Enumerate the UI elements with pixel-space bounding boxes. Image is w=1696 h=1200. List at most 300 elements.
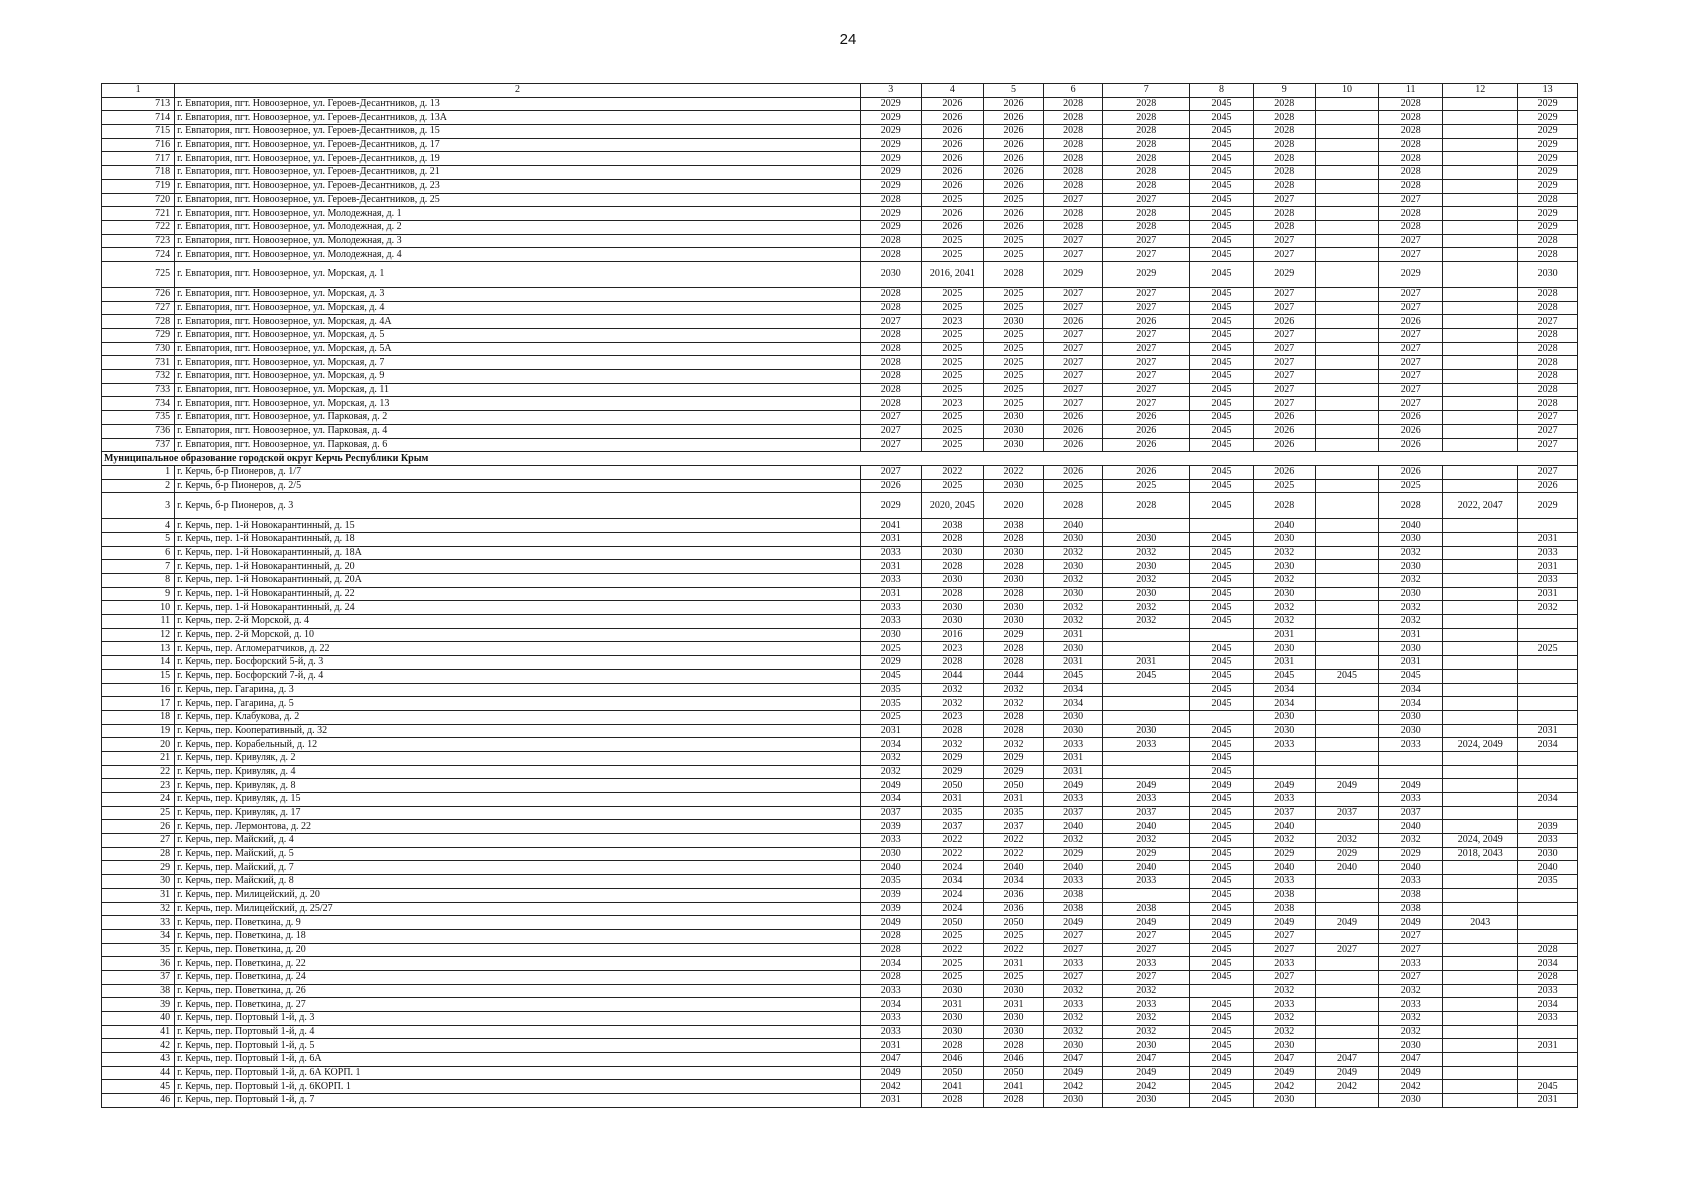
year-cell-col-8: 2049 (1190, 916, 1254, 930)
year-cell-col-12 (1443, 765, 1518, 779)
year-cell-col-4: 2030 (921, 615, 984, 629)
address-cell: г. Евпатория, пгт. Новоозерное, ул. Героев-Десантников, д. 21 (175, 166, 861, 180)
year-cell-col-10 (1315, 929, 1379, 943)
address-cell: г. Керчь, пер. Портовый 1-й, д. 6А КОРП. 1 (175, 1066, 861, 1080)
year-cell-col-13: 2031 (1518, 1094, 1578, 1108)
year-cell-col-13: 2040 (1518, 861, 1578, 875)
year-cell-col-9: 2030 (1253, 1094, 1315, 1108)
year-cell-col-10: 2040 (1315, 861, 1379, 875)
year-cell-col-13: 2034 (1518, 738, 1578, 752)
year-cell-col-4: 2037 (921, 820, 984, 834)
address-cell: г. Керчь, пер. Агломератчиков, д. 22 (175, 642, 861, 656)
row-number: 34 (102, 929, 175, 943)
row-number: 44 (102, 1066, 175, 1080)
year-cell-col-12: 2043 (1443, 916, 1518, 930)
address-cell: г. Керчь, пер. Босфорский 7-й, д. 4 (175, 669, 861, 683)
year-cell-col-10 (1315, 301, 1379, 315)
year-cell-col-4: 2023 (921, 397, 984, 411)
row-number: 45 (102, 1080, 175, 1094)
year-cell-col-7: 2032 (1103, 574, 1190, 588)
year-cell-col-4: 2044 (921, 669, 984, 683)
year-cell-col-8 (1190, 984, 1254, 998)
year-cell-col-11: 2028 (1379, 125, 1443, 139)
table-row (102, 751, 1578, 765)
year-cell-col-8: 2045 (1190, 1025, 1254, 1039)
year-cell-col-9: 2049 (1253, 779, 1315, 793)
year-cell-col-4: 2020, 2045 (921, 493, 984, 519)
address-cell: г. Керчь, пер. 1-й Новокарантинный, д. 15 (175, 519, 861, 533)
year-cell-col-9: 2027 (1253, 329, 1315, 343)
year-cell-col-4: 2046 (921, 1053, 984, 1067)
year-cell-col-9: 2027 (1253, 301, 1315, 315)
year-cell-col-6: 2049 (1043, 779, 1103, 793)
row-number: 719 (102, 179, 175, 193)
year-cell-col-7: 2027 (1103, 356, 1190, 370)
table-row (102, 397, 1578, 411)
year-cell-col-5: 2028 (984, 710, 1044, 724)
year-cell-col-12 (1443, 383, 1518, 397)
table-row (102, 710, 1578, 724)
year-cell-col-8: 2045 (1190, 669, 1254, 683)
year-cell-col-12 (1443, 356, 1518, 370)
year-cell-col-11: 2027 (1379, 301, 1443, 315)
year-cell-col-4: 2023 (921, 710, 984, 724)
year-cell-col-11: 2027 (1379, 929, 1443, 943)
year-cell-col-7: 2027 (1103, 943, 1190, 957)
year-cell-col-11: 2031 (1379, 656, 1443, 670)
address-cell: г. Керчь, пер. 1-й Новокарантинный, д. 18 (175, 532, 861, 546)
year-cell-col-8: 2045 (1190, 1039, 1254, 1053)
year-cell-col-10 (1315, 532, 1379, 546)
table-row (102, 97, 1578, 111)
year-cell-col-5: 2030 (984, 601, 1044, 615)
year-cell-col-9: 2028 (1253, 220, 1315, 234)
year-cell-col-6: 2032 (1043, 984, 1103, 998)
year-cell-col-12 (1443, 342, 1518, 356)
address-cell: г. Керчь, пер. Поветкина, д. 18 (175, 929, 861, 943)
year-cell-col-5: 2026 (984, 125, 1044, 139)
year-cell-col-7 (1103, 628, 1190, 642)
year-cell-col-13 (1518, 751, 1578, 765)
row-number: 21 (102, 751, 175, 765)
year-cell-col-9: 2034 (1253, 683, 1315, 697)
year-cell-col-12: 2024, 2049 (1443, 738, 1518, 752)
year-cell-col-6: 2030 (1043, 710, 1103, 724)
year-cell-col-11: 2027 (1379, 342, 1443, 356)
table-row (102, 493, 1578, 519)
year-cell-col-9: 2026 (1253, 438, 1315, 452)
row-number: 39 (102, 998, 175, 1012)
year-cell-col-3: 2031 (860, 1039, 921, 1053)
year-cell-col-9: 2027 (1253, 397, 1315, 411)
address-cell: г. Евпатория, пгт. Новоозерное, ул. Морская, д. 11 (175, 383, 861, 397)
year-cell-col-5: 2020 (984, 493, 1044, 519)
year-cell-col-5: 2028 (984, 532, 1044, 546)
year-cell-col-9: 2026 (1253, 411, 1315, 425)
year-cell-col-12 (1443, 287, 1518, 301)
year-cell-col-10: 2037 (1315, 806, 1379, 820)
address-cell: г. Евпатория, пгт. Новоозерное, ул. Молодежная, д. 2 (175, 220, 861, 234)
row-number: 7 (102, 560, 175, 574)
year-cell-col-4: 2022 (921, 465, 984, 479)
year-cell-col-3: 2028 (860, 370, 921, 384)
year-cell-col-6: 2027 (1043, 383, 1103, 397)
year-cell-col-12 (1443, 669, 1518, 683)
year-cell-col-4: 2041 (921, 1080, 984, 1094)
year-cell-col-3: 2029 (860, 493, 921, 519)
year-cell-col-11: 2038 (1379, 888, 1443, 902)
year-cell-col-5: 2028 (984, 1094, 1044, 1108)
column-header-10: 10 (1315, 84, 1379, 98)
year-cell-col-6: 2027 (1043, 929, 1103, 943)
year-cell-col-10 (1315, 683, 1379, 697)
year-cell-col-12 (1443, 479, 1518, 493)
year-cell-col-6: 2030 (1043, 1094, 1103, 1108)
year-cell-col-13: 2028 (1518, 193, 1578, 207)
table-row (102, 179, 1578, 193)
year-cell-col-8: 2045 (1190, 615, 1254, 629)
year-cell-col-6: 2026 (1043, 315, 1103, 329)
table-row (102, 957, 1578, 971)
year-cell-col-7: 2032 (1103, 1012, 1190, 1026)
year-cell-col-9: 2026 (1253, 424, 1315, 438)
year-cell-col-10 (1315, 329, 1379, 343)
page-number: 24 (839, 31, 857, 48)
year-cell-col-3: 2029 (860, 207, 921, 221)
year-cell-col-4: 2035 (921, 806, 984, 820)
year-cell-col-3: 2035 (860, 683, 921, 697)
row-number: 12 (102, 628, 175, 642)
address-cell: г. Керчь, пер. Кривуляк, д. 17 (175, 806, 861, 820)
year-cell-col-11: 2027 (1379, 356, 1443, 370)
address-cell: г. Евпатория, пгт. Новоозерное, ул. Морская, д. 7 (175, 356, 861, 370)
year-cell-col-4: 2050 (921, 1066, 984, 1080)
column-header-9: 9 (1253, 84, 1315, 98)
year-cell-col-12 (1443, 587, 1518, 601)
year-cell-col-13: 2033 (1518, 984, 1578, 998)
year-cell-col-9: 2032 (1253, 834, 1315, 848)
schedule-table (101, 83, 1578, 1108)
year-cell-col-8: 2045 (1190, 765, 1254, 779)
year-cell-col-4: 2038 (921, 519, 984, 533)
address-cell: г. Керчь, пер. Майский, д. 4 (175, 834, 861, 848)
year-cell-col-11: 2028 (1379, 166, 1443, 180)
year-cell-col-10 (1315, 888, 1379, 902)
year-cell-col-7: 2028 (1103, 111, 1190, 125)
year-cell-col-11: 2027 (1379, 193, 1443, 207)
address-cell: г. Евпатория, пгт. Новоозерное, ул. Героев-Десантников, д. 13 (175, 97, 861, 111)
table-row (102, 248, 1578, 262)
year-cell-col-8: 2045 (1190, 546, 1254, 560)
table-row (102, 642, 1578, 656)
year-cell-col-10 (1315, 1025, 1379, 1039)
row-number: 36 (102, 957, 175, 971)
address-cell: г. Керчь, пер. Портовый 1-й, д. 4 (175, 1025, 861, 1039)
year-cell-col-4: 2025 (921, 329, 984, 343)
year-cell-col-13: 2029 (1518, 111, 1578, 125)
year-cell-col-9: 2027 (1253, 234, 1315, 248)
year-cell-col-12 (1443, 943, 1518, 957)
year-cell-col-5: 2025 (984, 970, 1044, 984)
year-cell-col-6: 2028 (1043, 111, 1103, 125)
year-cell-col-3: 2035 (860, 697, 921, 711)
address-cell: г. Керчь, пер. 2-й Морской, д. 4 (175, 615, 861, 629)
year-cell-col-3: 2028 (860, 301, 921, 315)
row-number: 14 (102, 656, 175, 670)
year-cell-col-6: 2032 (1043, 1025, 1103, 1039)
column-header-1: 1 (102, 84, 175, 98)
year-cell-col-6: 2030 (1043, 587, 1103, 601)
year-cell-col-8: 2045 (1190, 751, 1254, 765)
row-number: 23 (102, 779, 175, 793)
year-cell-col-10 (1315, 479, 1379, 493)
year-cell-col-12 (1443, 207, 1518, 221)
year-cell-col-8: 2045 (1190, 479, 1254, 493)
year-cell-col-13: 2031 (1518, 724, 1578, 738)
column-header-11: 11 (1379, 84, 1443, 98)
year-cell-col-7: 2028 (1103, 207, 1190, 221)
year-cell-col-5: 2025 (984, 287, 1044, 301)
row-number: 43 (102, 1053, 175, 1067)
year-cell-col-6: 2026 (1043, 424, 1103, 438)
year-cell-col-11: 2028 (1379, 152, 1443, 166)
year-cell-col-5: 2026 (984, 97, 1044, 111)
year-cell-col-7: 2033 (1103, 957, 1190, 971)
address-cell: г. Керчь, пер. Босфорский 5-й, д. 3 (175, 656, 861, 670)
year-cell-col-8: 2045 (1190, 574, 1254, 588)
year-cell-col-10 (1315, 1039, 1379, 1053)
year-cell-col-11: 2033 (1379, 875, 1443, 889)
row-number: 714 (102, 111, 175, 125)
year-cell-col-12 (1443, 519, 1518, 533)
table-row (102, 234, 1578, 248)
year-cell-col-3: 2049 (860, 916, 921, 930)
table-row (102, 738, 1578, 752)
year-cell-col-13: 2029 (1518, 220, 1578, 234)
year-cell-col-7: 2030 (1103, 587, 1190, 601)
year-cell-col-7 (1103, 697, 1190, 711)
year-cell-col-10 (1315, 234, 1379, 248)
table-row (102, 847, 1578, 861)
year-cell-col-10 (1315, 519, 1379, 533)
row-number: 20 (102, 738, 175, 752)
address-cell: г. Керчь, пер. Поветкина, д. 9 (175, 916, 861, 930)
year-cell-col-3: 2029 (860, 111, 921, 125)
year-cell-col-12 (1443, 601, 1518, 615)
year-cell-col-8: 2045 (1190, 1094, 1254, 1108)
year-cell-col-4: 2026 (921, 152, 984, 166)
year-cell-col-7: 2040 (1103, 820, 1190, 834)
year-cell-col-12 (1443, 397, 1518, 411)
year-cell-col-11: 2030 (1379, 532, 1443, 546)
column-header-3: 3 (860, 84, 921, 98)
row-number: 26 (102, 820, 175, 834)
year-cell-col-11: 2032 (1379, 574, 1443, 588)
year-cell-col-3: 2033 (860, 574, 921, 588)
table-row (102, 287, 1578, 301)
year-cell-col-8: 2045 (1190, 287, 1254, 301)
year-cell-col-8: 2045 (1190, 861, 1254, 875)
year-cell-col-6: 2040 (1043, 861, 1103, 875)
column-header-12: 12 (1443, 84, 1518, 98)
year-cell-col-8: 2045 (1190, 111, 1254, 125)
row-number: 736 (102, 424, 175, 438)
table-row (102, 793, 1578, 807)
year-cell-col-10: 2029 (1315, 847, 1379, 861)
year-cell-col-4: 2024 (921, 861, 984, 875)
year-cell-col-10 (1315, 546, 1379, 560)
year-cell-col-6: 2042 (1043, 1080, 1103, 1094)
year-cell-col-3: 2029 (860, 138, 921, 152)
year-cell-col-13: 2035 (1518, 875, 1578, 889)
year-cell-col-7: 2032 (1103, 615, 1190, 629)
year-cell-col-10 (1315, 261, 1379, 287)
year-cell-col-5: 2032 (984, 738, 1044, 752)
year-cell-col-8: 2045 (1190, 642, 1254, 656)
year-cell-col-3: 2045 (860, 669, 921, 683)
year-cell-col-5: 2028 (984, 656, 1044, 670)
year-cell-col-9: 2033 (1253, 738, 1315, 752)
row-number: 31 (102, 888, 175, 902)
year-cell-col-10 (1315, 820, 1379, 834)
year-cell-col-12 (1443, 615, 1518, 629)
year-cell-col-7: 2028 (1103, 97, 1190, 111)
year-cell-col-13 (1518, 1053, 1578, 1067)
year-cell-col-7: 2029 (1103, 847, 1190, 861)
row-number: 8 (102, 574, 175, 588)
year-cell-col-8: 2045 (1190, 301, 1254, 315)
year-cell-col-13: 2027 (1518, 465, 1578, 479)
year-cell-col-5: 2028 (984, 724, 1044, 738)
year-cell-col-5: 2036 (984, 902, 1044, 916)
row-number: 729 (102, 329, 175, 343)
year-cell-col-5: 2026 (984, 111, 1044, 125)
year-cell-col-6: 2029 (1043, 261, 1103, 287)
year-cell-col-6: 2025 (1043, 479, 1103, 493)
address-cell: г. Евпатория, пгт. Новоозерное, ул. Морская, д. 1 (175, 261, 861, 287)
year-cell-col-13: 2028 (1518, 970, 1578, 984)
year-cell-col-7: 2033 (1103, 793, 1190, 807)
year-cell-col-8: 2045 (1190, 929, 1254, 943)
year-cell-col-3: 2028 (860, 248, 921, 262)
year-cell-col-9: 2028 (1253, 125, 1315, 139)
year-cell-col-11: 2033 (1379, 738, 1443, 752)
year-cell-col-11: 2049 (1379, 1066, 1443, 1080)
year-cell-col-9: 2026 (1253, 315, 1315, 329)
year-cell-col-8: 2045 (1190, 738, 1254, 752)
address-cell: г. Керчь, б-р Пионеров, д. 1/7 (175, 465, 861, 479)
year-cell-col-4: 2026 (921, 138, 984, 152)
year-cell-col-9: 2031 (1253, 656, 1315, 670)
year-cell-col-9: 2033 (1253, 875, 1315, 889)
year-cell-col-7: 2032 (1103, 984, 1190, 998)
year-cell-col-8: 2045 (1190, 847, 1254, 861)
year-cell-col-11: 2042 (1379, 1080, 1443, 1094)
year-cell-col-6: 2034 (1043, 697, 1103, 711)
year-cell-col-12 (1443, 370, 1518, 384)
year-cell-col-6: 2030 (1043, 1039, 1103, 1053)
year-cell-col-9: 2027 (1253, 193, 1315, 207)
year-cell-col-7: 2040 (1103, 861, 1190, 875)
address-cell: г. Керчь, пер. Майский, д. 7 (175, 861, 861, 875)
year-cell-col-13: 2045 (1518, 1080, 1578, 1094)
address-cell: г. Евпатория, пгт. Новоозерное, ул. Молодежная, д. 1 (175, 207, 861, 221)
row-number: 38 (102, 984, 175, 998)
year-cell-col-7: 2037 (1103, 806, 1190, 820)
year-cell-col-7: 2049 (1103, 916, 1190, 930)
year-cell-col-10 (1315, 615, 1379, 629)
year-cell-col-11: 2034 (1379, 697, 1443, 711)
year-cell-col-7: 2029 (1103, 261, 1190, 287)
year-cell-col-8: 2045 (1190, 152, 1254, 166)
year-cell-col-12 (1443, 97, 1518, 111)
year-cell-col-13 (1518, 710, 1578, 724)
year-cell-col-11: 2026 (1379, 424, 1443, 438)
address-cell: г. Керчь, б-р Пионеров, д. 3 (175, 493, 861, 519)
year-cell-col-6: 2031 (1043, 656, 1103, 670)
year-cell-col-11: 2028 (1379, 493, 1443, 519)
year-cell-col-13: 2033 (1518, 1012, 1578, 1026)
year-cell-col-7: 2032 (1103, 1025, 1190, 1039)
year-cell-col-9: 2030 (1253, 560, 1315, 574)
year-cell-col-13: 2028 (1518, 234, 1578, 248)
year-cell-col-10 (1315, 179, 1379, 193)
year-cell-col-6: 2027 (1043, 287, 1103, 301)
year-cell-col-12 (1443, 861, 1518, 875)
year-cell-col-12 (1443, 1094, 1518, 1108)
year-cell-col-8: 2045 (1190, 493, 1254, 519)
table-row (102, 1080, 1578, 1094)
year-cell-col-3: 2049 (860, 779, 921, 793)
year-cell-col-13: 2030 (1518, 847, 1578, 861)
table-row (102, 765, 1578, 779)
year-cell-col-11: 2030 (1379, 1094, 1443, 1108)
table-row (102, 902, 1578, 916)
year-cell-col-8: 2045 (1190, 806, 1254, 820)
year-cell-col-10 (1315, 765, 1379, 779)
year-cell-col-10: 2049 (1315, 779, 1379, 793)
year-cell-col-3: 2029 (860, 656, 921, 670)
year-cell-col-13 (1518, 628, 1578, 642)
year-cell-col-3: 2030 (860, 847, 921, 861)
address-cell: г. Керчь, пер. Майский, д. 8 (175, 875, 861, 889)
year-cell-col-4: 2030 (921, 546, 984, 560)
year-cell-col-8: 2045 (1190, 438, 1254, 452)
year-cell-col-5: 2030 (984, 546, 1044, 560)
year-cell-col-5: 2034 (984, 875, 1044, 889)
year-cell-col-12: 2024, 2049 (1443, 834, 1518, 848)
year-cell-col-5: 2035 (984, 806, 1044, 820)
year-cell-col-5: 2037 (984, 820, 1044, 834)
year-cell-col-8 (1190, 628, 1254, 642)
row-number: 17 (102, 697, 175, 711)
table-row (102, 315, 1578, 329)
row-number: 28 (102, 847, 175, 861)
year-cell-col-9: 2028 (1253, 166, 1315, 180)
year-cell-col-3: 2030 (860, 261, 921, 287)
year-cell-col-6: 2028 (1043, 207, 1103, 221)
year-cell-col-13: 2031 (1518, 532, 1578, 546)
table-row (102, 411, 1578, 425)
year-cell-col-13: 2029 (1518, 166, 1578, 180)
column-header-8: 8 (1190, 84, 1254, 98)
year-cell-col-10 (1315, 957, 1379, 971)
year-cell-col-9: 2045 (1253, 669, 1315, 683)
year-cell-col-7 (1103, 519, 1190, 533)
year-cell-col-9: 2033 (1253, 793, 1315, 807)
year-cell-col-5: 2025 (984, 329, 1044, 343)
row-number: 726 (102, 287, 175, 301)
